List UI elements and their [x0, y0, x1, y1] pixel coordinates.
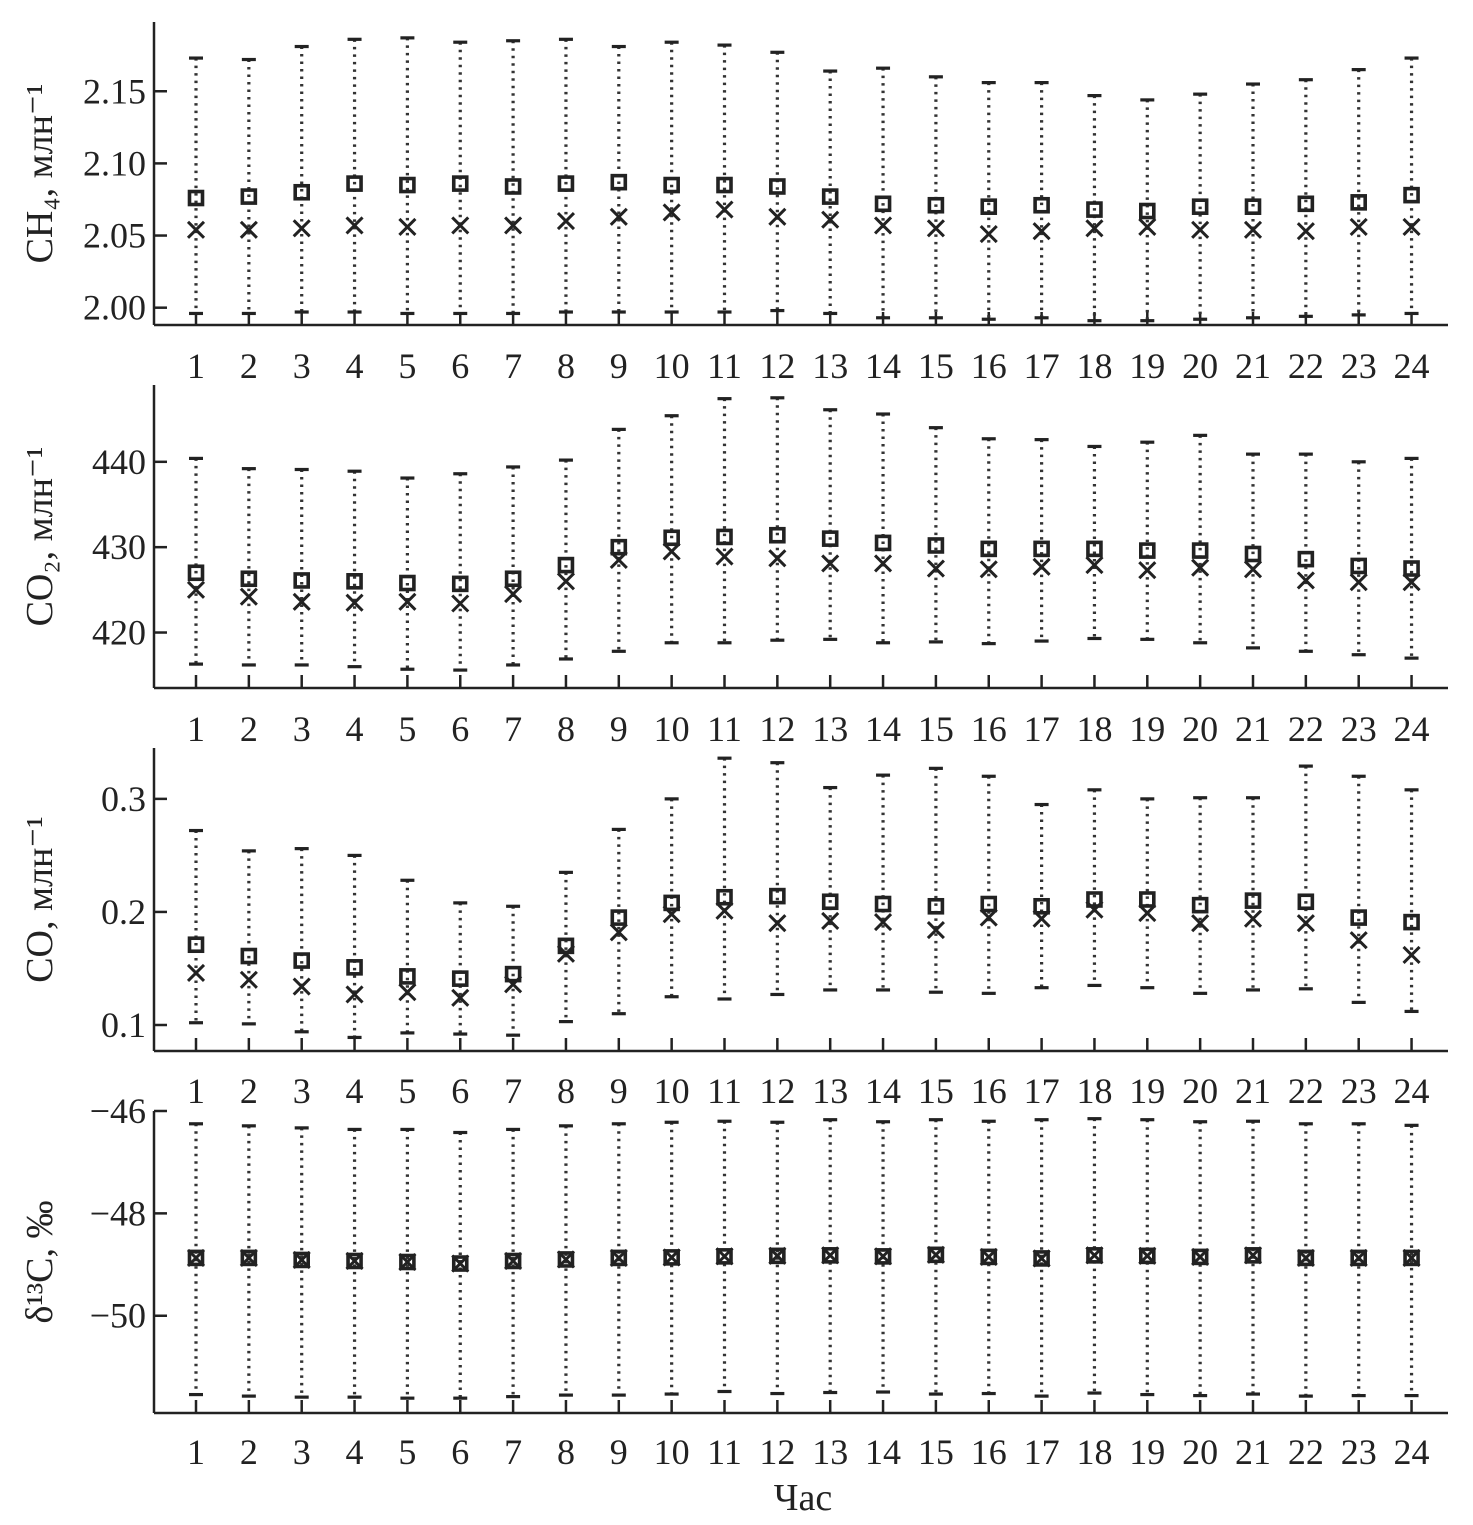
x-tick-label: 14 [865, 1071, 902, 1111]
x-tick-label: 3 [292, 1432, 311, 1472]
x-tick-label: 24 [1393, 1432, 1430, 1472]
x-tick-label: 10 [653, 346, 690, 386]
x-tick-label: 2 [239, 1071, 258, 1111]
y-tick-label: −48 [89, 1193, 146, 1234]
x-tick-label: 17 [1023, 346, 1060, 386]
x-tick-label: 1 [187, 1071, 205, 1111]
x-marker [875, 914, 891, 930]
x-tick-label: 18 [1076, 346, 1113, 386]
x-tick-label: 7 [504, 346, 523, 386]
x-tick-label: 8 [556, 1071, 575, 1111]
x-tick-label: 6 [451, 1071, 470, 1111]
x-tick-label: 9 [609, 709, 628, 749]
square-marker [1247, 200, 1260, 213]
x-tick-label: 16 [970, 1432, 1007, 1472]
x-tick-label: 13 [812, 1071, 849, 1111]
x-tick-label: 20 [1182, 346, 1219, 386]
x-tick-label: 5 [398, 1071, 417, 1111]
x-tick-label: 19 [1129, 1071, 1166, 1111]
x-marker [399, 219, 415, 235]
x-tick-label: 16 [970, 346, 1007, 386]
x-tick-label: 13 [812, 709, 849, 749]
x-tick-label: 9 [609, 1071, 628, 1111]
x-tick-label: 24 [1393, 346, 1430, 386]
square-marker [1035, 199, 1048, 212]
x-marker [505, 217, 521, 233]
panel-3 [19, 748, 1448, 1111]
x-tick-label: 12 [759, 709, 796, 749]
x-tick-label: 3 [292, 709, 311, 749]
x-tick-label: 12 [759, 1071, 796, 1111]
x-tick-label: 7 [504, 1432, 523, 1472]
x-tick-label: 4 [345, 1432, 364, 1472]
square-marker [1299, 553, 1312, 566]
panel-1 [19, 22, 1448, 386]
x-marker [558, 213, 574, 229]
x-tick-label: 21 [1235, 709, 1271, 749]
x-tick-label: 11 [707, 1071, 742, 1111]
x-marker [241, 972, 257, 988]
x-tick-label: 2 [239, 709, 258, 749]
y-axis-label: CO₂, млн⁻¹ [19, 446, 61, 627]
y-axis-label: CO, млн⁻¹ [19, 816, 61, 983]
x-marker [981, 226, 997, 242]
x-tick-label: 12 [759, 1432, 796, 1472]
x-tick-label: 22 [1287, 1432, 1324, 1472]
x-marker [1245, 911, 1261, 927]
x-tick-label: 9 [609, 1432, 628, 1472]
x-tick-label: 18 [1076, 1432, 1113, 1472]
x-marker [1192, 915, 1208, 931]
x-tick-label: 16 [970, 1071, 1007, 1111]
x-marker [664, 204, 680, 220]
x-tick-label: 11 [707, 346, 742, 386]
x-tick-label: 1 [187, 346, 205, 386]
square-marker [929, 900, 942, 913]
x-tick-label: 4 [345, 709, 364, 749]
x-tick-label: 18 [1076, 709, 1113, 749]
x-tick-label: 19 [1129, 346, 1166, 386]
x-tick-label: 5 [398, 346, 417, 386]
x-tick-label: 15 [917, 709, 954, 749]
x-tick-label: 12 [759, 346, 796, 386]
x-tick-label: 1 [187, 1432, 205, 1472]
square-marker [1194, 544, 1207, 557]
y-tick-label: 2.05 [83, 215, 146, 256]
x-tick-label: 6 [451, 709, 470, 749]
x-tick-label: 8 [556, 346, 575, 386]
x-tick-label: 1 [187, 709, 205, 749]
x-tick-label: 20 [1182, 1071, 1219, 1111]
x-tick-label: 20 [1182, 709, 1219, 749]
x-marker [294, 220, 310, 236]
y-axis-label: CH₄, млн⁻¹ [19, 83, 61, 264]
x-tick-label: 14 [865, 1432, 902, 1472]
x-tick-label: 3 [292, 346, 311, 386]
x-marker [1192, 222, 1208, 238]
x-tick-label: 15 [917, 1071, 954, 1111]
panel-2 [19, 385, 1448, 749]
x-tick-label: 5 [398, 709, 417, 749]
square-marker [401, 577, 414, 590]
x-tick-label: 23 [1340, 346, 1377, 386]
y-tick-label: 440 [92, 441, 146, 482]
x-tick-label: 23 [1340, 709, 1377, 749]
x-tick-label: 9 [609, 346, 628, 386]
x-tick-label: 13 [812, 346, 849, 386]
x-tick-label: 10 [653, 1071, 690, 1111]
x-tick-label: 17 [1023, 1432, 1060, 1472]
x-tick-label: 3 [292, 1071, 311, 1111]
x-marker [452, 990, 468, 1006]
x-tick-label: 14 [865, 709, 902, 749]
y-tick-label: 2.00 [83, 287, 146, 328]
square-marker [559, 559, 572, 572]
x-tick-label: 23 [1340, 1071, 1377, 1111]
x-tick-label: 22 [1287, 346, 1324, 386]
x-tick-label: 23 [1340, 1432, 1377, 1472]
x-tick-label: 15 [917, 1432, 954, 1472]
x-tick-label: 15 [917, 346, 954, 386]
x-tick-label: 8 [556, 1432, 575, 1472]
x-tick-label: 20 [1182, 1432, 1219, 1472]
x-tick-label: 17 [1023, 709, 1060, 749]
y-tick-label: 0.1 [101, 1004, 146, 1045]
x-tick-label: 6 [451, 1432, 470, 1472]
x-marker [611, 924, 627, 940]
x-tick-label: 24 [1393, 709, 1430, 749]
x-tick-label: 19 [1129, 709, 1166, 749]
x-tick-label: 8 [556, 709, 575, 749]
x-tick-label: 2 [239, 346, 258, 386]
x-tick-label: 6 [451, 346, 470, 386]
x-tick-label: 14 [865, 346, 902, 386]
y-tick-label: 2.10 [83, 143, 146, 184]
x-marker [294, 594, 310, 610]
x-tick-label: 21 [1235, 1071, 1271, 1111]
x-tick-label: 24 [1393, 1071, 1430, 1111]
x-axis-label: Час [773, 1477, 833, 1519]
x-marker [928, 220, 944, 236]
x-marker [1298, 223, 1314, 239]
x-tick-label: 4 [345, 346, 364, 386]
x-tick-label: 4 [345, 1071, 364, 1111]
x-tick-label: 21 [1235, 346, 1271, 386]
y-tick-label: −46 [89, 1091, 146, 1131]
panel-4 [19, 1091, 1448, 1519]
x-tick-label: 10 [653, 709, 690, 749]
x-tick-label: 17 [1023, 1071, 1060, 1111]
y-tick-label: 0.2 [101, 891, 146, 932]
x-tick-label: 16 [970, 709, 1007, 749]
x-marker [1086, 220, 1102, 236]
y-tick-label: −50 [89, 1295, 146, 1336]
x-tick-label: 22 [1287, 709, 1324, 749]
x-marker [558, 573, 574, 589]
x-marker [611, 209, 627, 225]
x-tick-label: 21 [1235, 1432, 1271, 1472]
x-marker [241, 222, 257, 238]
y-tick-label: 420 [92, 612, 146, 653]
x-tick-label: 18 [1076, 1071, 1113, 1111]
y-tick-label: 2.15 [83, 71, 146, 112]
x-tick-label: 22 [1287, 1071, 1324, 1111]
y-axis-label: δ¹³C, ‰ [19, 1200, 61, 1324]
x-tick-label: 11 [707, 709, 742, 749]
x-tick-label: 19 [1129, 1432, 1166, 1472]
x-tick-label: 13 [812, 1432, 849, 1472]
y-tick-label: 0.3 [101, 778, 146, 819]
x-tick-label: 11 [707, 1432, 742, 1472]
x-tick-label: 7 [504, 1071, 523, 1111]
y-tick-label: 430 [92, 527, 146, 568]
x-tick-label: 10 [653, 1432, 690, 1472]
x-marker [1192, 560, 1208, 576]
x-tick-label: 5 [398, 1432, 417, 1472]
x-tick-label: 2 [239, 1432, 258, 1472]
x-tick-label: 7 [504, 709, 523, 749]
